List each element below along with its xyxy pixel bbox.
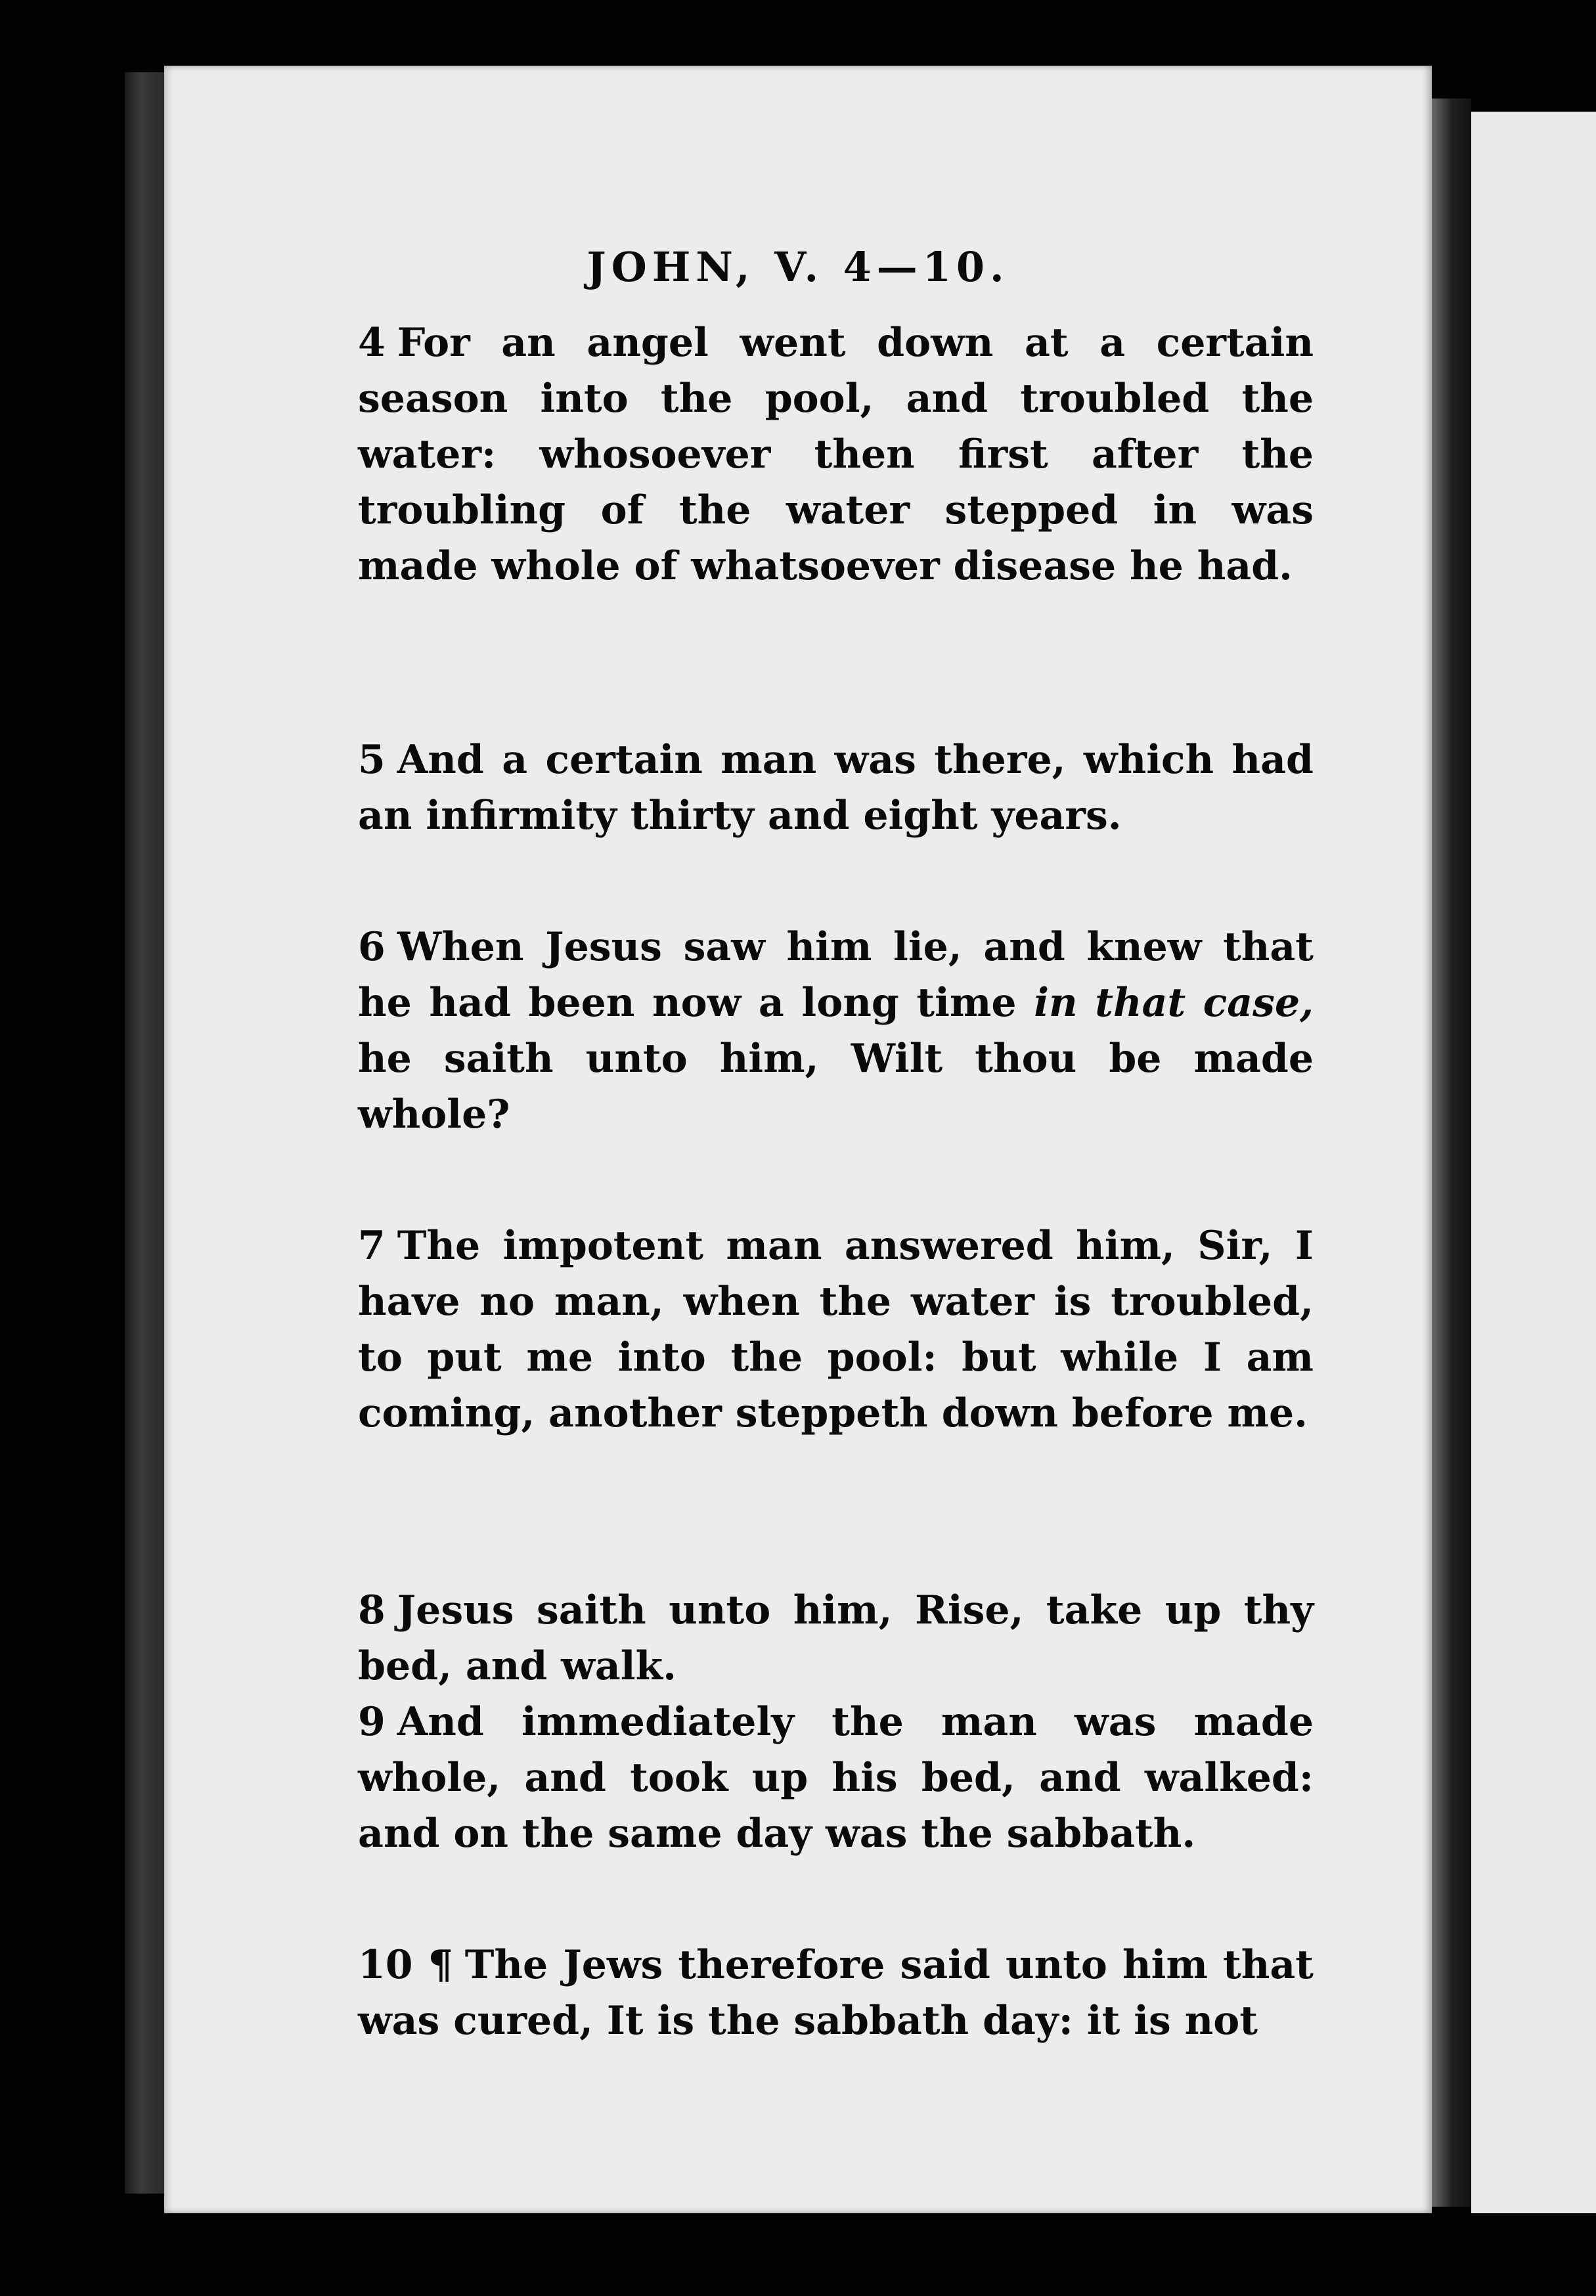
verse-text-continued: he saith unto him, Wilt thou be made whole? <box>358 1036 1314 1137</box>
verse-number: 10 ¶ <box>358 1942 453 1988</box>
verse-number: 4 <box>358 320 386 366</box>
verse-10 <box>358 1937 1314 2049</box>
verse-text: The Jews therefore said unto him that was cured, It is the sabbath day: it is not <box>358 1942 1314 2044</box>
facing-page-edge <box>1471 112 1596 2213</box>
verse-4 <box>358 315 1314 594</box>
verse-6 <box>358 919 1314 1143</box>
verse-5 <box>358 732 1314 844</box>
book-gutter <box>1432 99 1471 2207</box>
verse-text: Jesus saith unto him, Rise, take up thy bed, and walk. <box>358 1587 1314 1689</box>
scripture-text <box>358 315 1314 2049</box>
verse-text: For an angel went down at a certain season into the pool, and troubled the water: whosoever then first after the troubling of the water stepped in was made whole of whatsoever disease he had. <box>358 320 1314 589</box>
verse-text: And immediately the man was made whole, and took up his bed, and walked: and on the same day was the sabbath. <box>358 1699 1314 1857</box>
running-head: JOHN, V. 4—10. <box>587 243 1009 291</box>
verse-9 <box>358 1694 1314 1862</box>
verse-text: When Jesus saw him lie, and knew that he had been now a long time <box>358 924 1314 1026</box>
verse-number: 7 <box>358 1223 386 1269</box>
verse-number: 6 <box>358 924 386 970</box>
verse-number: 9 <box>358 1699 386 1745</box>
verse-text: And a certain man was there, which had an infirmity thirty and eight years. <box>358 737 1314 839</box>
page-left-edge <box>125 72 164 2194</box>
verse-number: 8 <box>358 1587 386 1633</box>
verse-italic-phrase: in that case, <box>1034 980 1314 1026</box>
verse-8 <box>358 1583 1314 1694</box>
verse-number: 5 <box>358 737 386 783</box>
verse-7 <box>358 1218 1314 1442</box>
verse-text: The impotent man answered him, Sir, I have no man, when the water is troubled, to put me into the pool: but while I am coming, another steppeth down before me. <box>358 1223 1314 1436</box>
